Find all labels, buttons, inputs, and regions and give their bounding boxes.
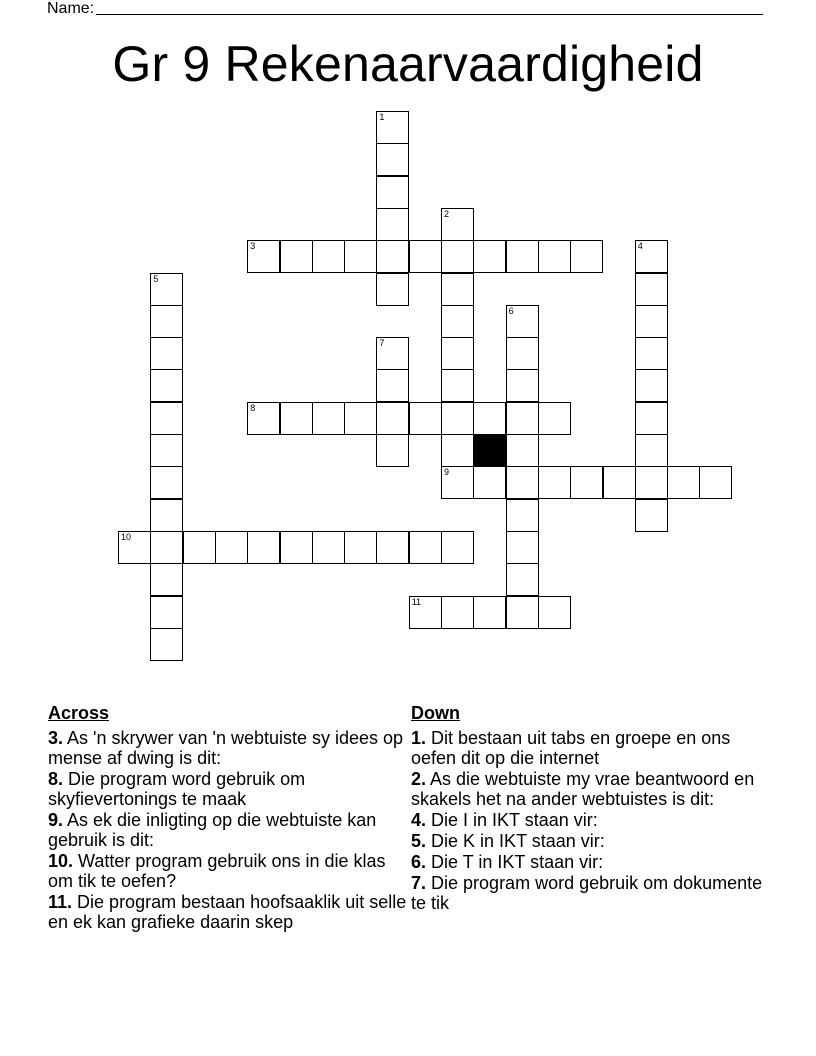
across-clue-8: 8. Die program word gebruik om skyfievertonings te maak <box>48 769 306 809</box>
grid-cell[interactable] <box>409 240 442 273</box>
grid-cell[interactable] <box>506 596 539 629</box>
grid-cell[interactable] <box>506 337 539 370</box>
clue-number: 2 <box>444 208 450 219</box>
grid-cell[interactable] <box>409 402 442 435</box>
down-clue-2: 2. As die webtuiste my vrae beantwoord en skakels het na ander webtuistes is dit: <box>411 769 755 809</box>
grid-cell[interactable] <box>344 402 377 435</box>
grid-cell[interactable] <box>635 369 668 402</box>
grid-cell[interactable] <box>409 596 442 629</box>
grid-cell[interactable] <box>280 240 313 273</box>
grid-cell[interactable] <box>150 273 183 306</box>
grid-cell[interactable] <box>506 240 539 273</box>
grid-cell[interactable] <box>441 434 474 467</box>
grid-cell[interactable] <box>635 434 668 467</box>
grid-cell[interactable] <box>376 369 409 402</box>
grid-cell[interactable] <box>441 208 474 241</box>
grid-cell[interactable] <box>441 305 474 338</box>
grid-cell[interactable] <box>635 337 668 370</box>
grid-cell[interactable] <box>150 563 183 596</box>
grid-cell[interactable] <box>635 273 668 306</box>
down-clue-4: 4. Die I in IKT staan vir: <box>411 810 598 830</box>
grid-cell[interactable] <box>376 337 409 370</box>
grid-cell[interactable] <box>376 531 409 564</box>
black-cell <box>473 434 506 467</box>
grid-cell[interactable] <box>506 305 539 338</box>
grid-cell[interactable] <box>506 434 539 467</box>
grid-cell[interactable] <box>183 531 216 564</box>
grid-cell[interactable] <box>635 240 668 273</box>
grid-cell[interactable] <box>280 531 313 564</box>
grid-cell[interactable] <box>312 240 345 273</box>
grid-cell[interactable] <box>538 596 571 629</box>
down-heading: Down <box>411 703 460 723</box>
grid-cell[interactable] <box>312 531 345 564</box>
grid-cell[interactable] <box>376 273 409 306</box>
grid-cell[interactable] <box>247 402 280 435</box>
grid-cell[interactable] <box>312 402 345 435</box>
across-clue-3: 3. As 'n skrywer van 'n webtuiste sy idees op mense af dwing is dit: <box>48 728 404 768</box>
down-clue-7: 7. Die program word gebruik om dokumente te tik <box>411 873 763 913</box>
grid-cell[interactable] <box>118 531 151 564</box>
grid-cell[interactable] <box>570 240 603 273</box>
clue-number: 9 <box>444 467 450 478</box>
grid-cell[interactable] <box>150 305 183 338</box>
grid-cell[interactable] <box>344 240 377 273</box>
page-title: Gr 9 Rekenaarvaardigheid <box>112 36 704 92</box>
grid-cell[interactable] <box>635 466 668 499</box>
grid-cell[interactable] <box>635 305 668 338</box>
grid-cell[interactable] <box>376 402 409 435</box>
grid-cell[interactable] <box>150 369 183 402</box>
grid-cell[interactable] <box>506 402 539 435</box>
grid-cell[interactable] <box>150 337 183 370</box>
grid-cell[interactable] <box>473 240 506 273</box>
grid-cell[interactable] <box>150 402 183 435</box>
across-clue-10: 10. Watter program gebruik ons in die klas om tik te oefen? <box>48 851 386 891</box>
grid-cell[interactable] <box>473 466 506 499</box>
grid-cell[interactable] <box>376 143 409 176</box>
grid-cell[interactable] <box>570 466 603 499</box>
across-clues <box>48 703 408 933</box>
clue-number: 4 <box>637 241 643 252</box>
grid-cell[interactable] <box>603 466 636 499</box>
grid-cell[interactable] <box>667 466 700 499</box>
grid-cell[interactable] <box>538 402 571 435</box>
grid-cell[interactable] <box>506 499 539 532</box>
grid-cell[interactable] <box>247 531 280 564</box>
down-clues <box>411 703 771 914</box>
grid-cell[interactable] <box>376 176 409 209</box>
clue-number: 5 <box>153 273 159 284</box>
grid-cell[interactable] <box>441 466 474 499</box>
grid-cell[interactable] <box>280 402 313 435</box>
grid-cell[interactable] <box>409 531 442 564</box>
clue-number: 6 <box>508 305 514 316</box>
grid-cell[interactable] <box>150 434 183 467</box>
grid-cell[interactable] <box>441 369 474 402</box>
grid-cell[interactable] <box>506 563 539 596</box>
grid-cell[interactable] <box>473 596 506 629</box>
grid-cell[interactable] <box>344 531 377 564</box>
grid-cell[interactable] <box>150 628 183 661</box>
grid-cell[interactable] <box>150 596 183 629</box>
across-clue-9: 9. As ek die inligting op die webtuiste kan gebruik is dit: <box>48 810 377 850</box>
grid-cell[interactable] <box>150 466 183 499</box>
grid-cell[interactable] <box>441 596 474 629</box>
grid-cell[interactable] <box>150 499 183 532</box>
across-heading: Across <box>48 703 110 723</box>
clue-number: 3 <box>250 241 256 252</box>
grid-cell[interactable] <box>699 466 732 499</box>
name-label: Name: <box>47 0 95 17</box>
grid-cell[interactable] <box>473 402 506 435</box>
grid-cell[interactable] <box>376 111 409 144</box>
clue-number: 8 <box>250 402 256 413</box>
grid-cell[interactable] <box>376 208 409 241</box>
grid-cell[interactable] <box>441 531 474 564</box>
grid-cell[interactable] <box>441 240 474 273</box>
grid-cell[interactable] <box>635 499 668 532</box>
grid-cell[interactable] <box>538 466 571 499</box>
grid-cell[interactable] <box>376 240 409 273</box>
grid-cell[interactable] <box>247 240 280 273</box>
grid-cell[interactable] <box>441 337 474 370</box>
grid-cell[interactable] <box>376 434 409 467</box>
grid-cell[interactable] <box>506 531 539 564</box>
grid-cell[interactable] <box>506 466 539 499</box>
grid-cell[interactable] <box>441 402 474 435</box>
clue-number: 11 <box>411 596 422 607</box>
grid-cell[interactable] <box>635 402 668 435</box>
clue-number: 1 <box>379 112 385 122</box>
clue-number: 7 <box>379 338 385 349</box>
grid-cell[interactable] <box>441 273 474 306</box>
down-clue-1: 1. Dit bestaan uit tabs en groepe en ons oefen dit op die internet <box>411 728 731 768</box>
down-clue-5: 5. Die K in IKT staan vir: <box>411 831 605 851</box>
grid-cell[interactable] <box>150 531 183 564</box>
clue-number: 10 <box>121 531 132 542</box>
grid-cell[interactable] <box>215 531 248 564</box>
grid-cell[interactable] <box>506 369 539 402</box>
grid-cell[interactable] <box>538 240 571 273</box>
across-clue-11: 11. Die program bestaan hoofsaaklik uit selle en ek kan grafieke daarin skep <box>48 892 407 932</box>
down-clue-6: 6. Die T in IKT staan vir: <box>411 852 604 872</box>
